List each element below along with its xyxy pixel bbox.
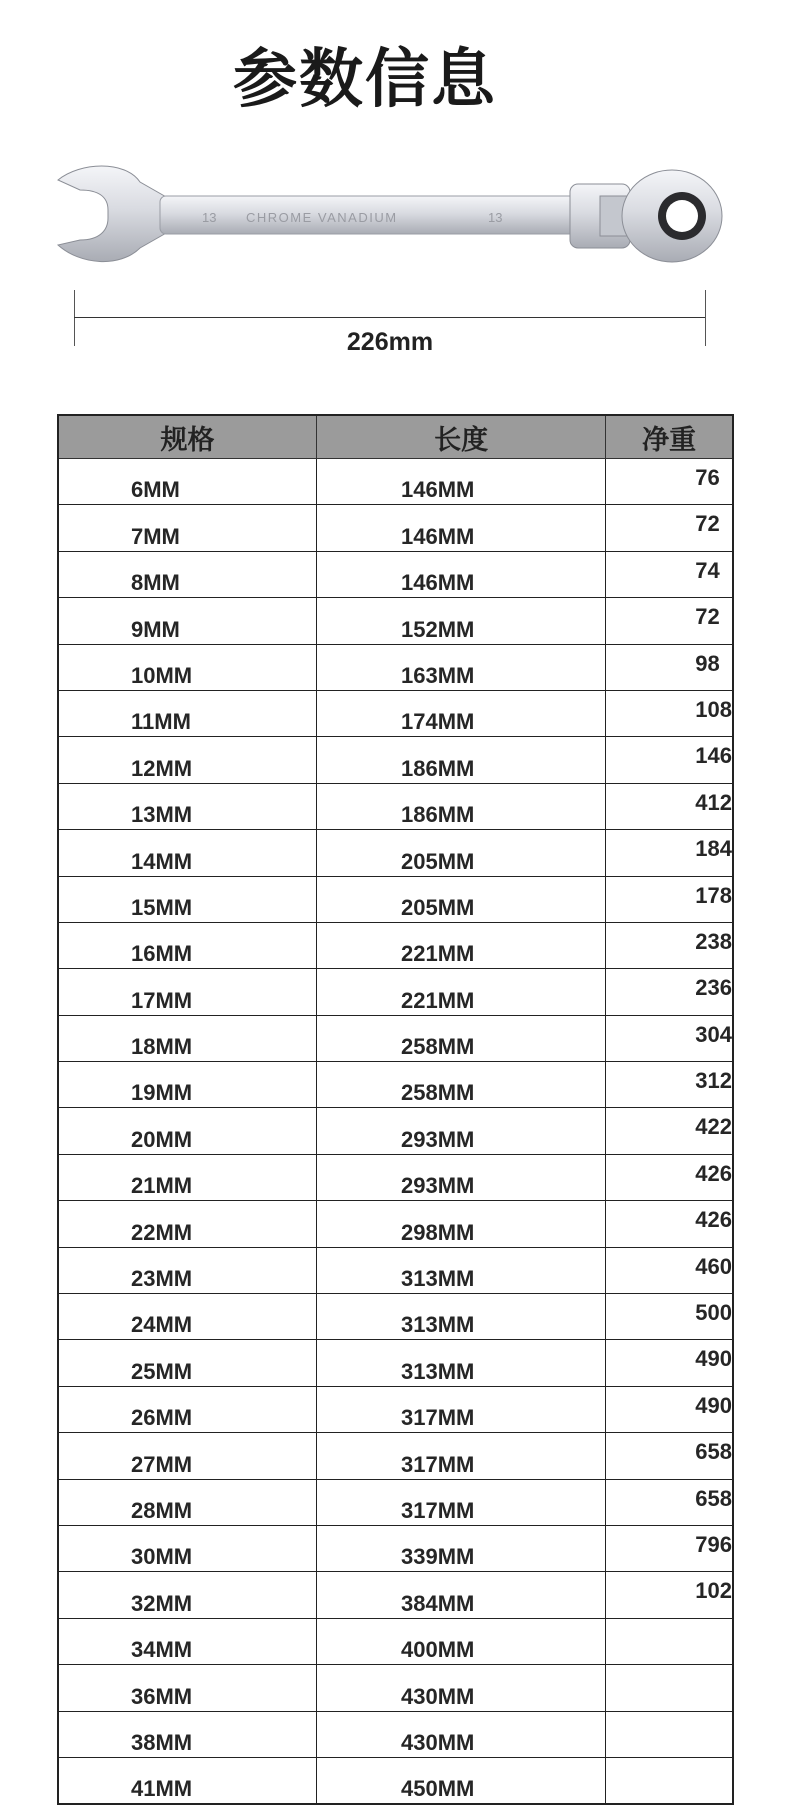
- table-header-row: [58, 415, 733, 459]
- cell-weight: 426: [606, 1201, 733, 1247]
- table-row: [58, 922, 733, 968]
- cell-weight: 312: [606, 1062, 733, 1108]
- cell-weight: 304: [606, 1015, 733, 1061]
- cell-size: 27MM: [58, 1433, 317, 1479]
- cell-weight: 76: [606, 459, 733, 505]
- table-row: [58, 1108, 733, 1154]
- cell-size: 20MM: [58, 1108, 317, 1154]
- cell-size: 28MM: [58, 1479, 317, 1525]
- table-row: [58, 505, 733, 551]
- cell-size: 41MM: [58, 1757, 317, 1804]
- cell-length: 152MM: [317, 598, 606, 644]
- cell-length: 430MM: [317, 1711, 606, 1757]
- cell-length: 146MM: [317, 459, 606, 505]
- table-row: [58, 1711, 733, 1757]
- cell-size: 14MM: [58, 830, 317, 876]
- cell-size: 11MM: [58, 690, 317, 736]
- cell-size: 25MM: [58, 1340, 317, 1386]
- cell-length: 313MM: [317, 1340, 606, 1386]
- size-marking-right: 13: [488, 210, 503, 225]
- table-row: [58, 969, 733, 1015]
- cell-size: 22MM: [58, 1201, 317, 1247]
- cell-size: 13MM: [58, 783, 317, 829]
- cell-length: 339MM: [317, 1525, 606, 1571]
- table-row: [58, 1757, 733, 1804]
- table-row: [58, 783, 733, 829]
- cell-size: 18MM: [58, 1015, 317, 1061]
- table-row: [58, 1386, 733, 1432]
- table-row: [58, 1247, 733, 1293]
- cell-size: 32MM: [58, 1572, 317, 1618]
- cell-weight: 658: [606, 1479, 733, 1525]
- cell-length: 258MM: [317, 1062, 606, 1108]
- cell-weight: 98: [606, 644, 733, 690]
- cell-length: 186MM: [317, 737, 606, 783]
- cell-length: 174MM: [317, 690, 606, 736]
- table-row: [58, 1154, 733, 1200]
- table-row: [58, 1340, 733, 1386]
- dimension-line: [74, 317, 706, 318]
- cell-weight: 490: [606, 1340, 733, 1386]
- table-row: [58, 737, 733, 783]
- cell-size: 6MM: [58, 459, 317, 505]
- table-row: [58, 459, 733, 505]
- cell-weight: 658: [606, 1433, 733, 1479]
- cell-length: 163MM: [317, 644, 606, 690]
- cell-length: 221MM: [317, 969, 606, 1015]
- header-weight: 净重: [606, 415, 733, 459]
- brand-marking: CHROME VANADIUM: [246, 210, 398, 225]
- cell-weight: 500: [606, 1294, 733, 1340]
- table-row: [58, 876, 733, 922]
- cell-weight: 74: [606, 551, 733, 597]
- cell-length: 317MM: [317, 1386, 606, 1432]
- cell-length: 317MM: [317, 1479, 606, 1525]
- cell-size: 24MM: [58, 1294, 317, 1340]
- cell-weight: 422: [606, 1108, 733, 1154]
- cell-length: 317MM: [317, 1433, 606, 1479]
- size-marking-left: 13: [202, 210, 217, 225]
- cell-size: 15MM: [58, 876, 317, 922]
- cell-weight: 72: [606, 505, 733, 551]
- cell-size: 7MM: [58, 505, 317, 551]
- cell-weight: 412: [606, 783, 733, 829]
- table-row: [58, 1062, 733, 1108]
- cell-weight: 178: [606, 876, 733, 922]
- table-row: [58, 598, 733, 644]
- cell-size: 17MM: [58, 969, 317, 1015]
- table-row: [58, 1015, 733, 1061]
- cell-weight: 184: [606, 830, 733, 876]
- table-row: [58, 830, 733, 876]
- cell-length: 313MM: [317, 1247, 606, 1293]
- cell-weight: 72: [606, 598, 733, 644]
- cell-length: 221MM: [317, 922, 606, 968]
- cell-length: 384MM: [317, 1572, 606, 1618]
- cell-length: 293MM: [317, 1154, 606, 1200]
- cell-weight: 238: [606, 922, 733, 968]
- cell-length: 293MM: [317, 1108, 606, 1154]
- wrench-product-image: [40, 160, 730, 270]
- table-row: [58, 690, 733, 736]
- table-row: [58, 1294, 733, 1340]
- cell-size: 34MM: [58, 1618, 317, 1664]
- table-row: [58, 1525, 733, 1571]
- header-length: 长度: [317, 415, 606, 459]
- length-label: 226mm: [346, 328, 434, 356]
- cell-weight: [606, 1711, 733, 1757]
- cell-size: 38MM: [58, 1711, 317, 1757]
- table-row: [58, 551, 733, 597]
- cell-weight: 426: [606, 1154, 733, 1200]
- cell-weight: 102: [606, 1572, 733, 1618]
- cell-size: 36MM: [58, 1665, 317, 1711]
- page-title: 参数信息: [233, 43, 497, 117]
- cell-weight: 490: [606, 1386, 733, 1432]
- cell-weight: 236: [606, 969, 733, 1015]
- table-row: [58, 644, 733, 690]
- cell-size: 8MM: [58, 551, 317, 597]
- cell-size: 23MM: [58, 1247, 317, 1293]
- cell-weight: [606, 1757, 733, 1804]
- table-row: [58, 1479, 733, 1525]
- cell-length: 146MM: [317, 551, 606, 597]
- cell-length: 298MM: [317, 1201, 606, 1247]
- table-row: [58, 1433, 733, 1479]
- cell-length: 430MM: [317, 1665, 606, 1711]
- cell-weight: 108: [606, 690, 733, 736]
- cell-weight: 460: [606, 1247, 733, 1293]
- table-row: [58, 1572, 733, 1618]
- cell-size: 19MM: [58, 1062, 317, 1108]
- cell-weight: [606, 1618, 733, 1664]
- cell-length: 205MM: [317, 830, 606, 876]
- cell-weight: 146: [606, 737, 733, 783]
- cell-size: 12MM: [58, 737, 317, 783]
- cell-size: 16MM: [58, 922, 317, 968]
- header-size: 规格: [58, 415, 317, 459]
- cell-weight: 796: [606, 1525, 733, 1571]
- spec-table: [57, 414, 734, 1805]
- cell-length: 313MM: [317, 1294, 606, 1340]
- cell-length: 450MM: [317, 1757, 606, 1804]
- cell-size: 9MM: [58, 598, 317, 644]
- cell-size: 21MM: [58, 1154, 317, 1200]
- cell-length: 400MM: [317, 1618, 606, 1664]
- cell-size: 30MM: [58, 1525, 317, 1571]
- cell-length: 205MM: [317, 876, 606, 922]
- cell-length: 146MM: [317, 505, 606, 551]
- cell-length: 186MM: [317, 783, 606, 829]
- cell-length: 258MM: [317, 1015, 606, 1061]
- cell-size: 10MM: [58, 644, 317, 690]
- table-row: [58, 1201, 733, 1247]
- cell-size: 26MM: [58, 1386, 317, 1432]
- table-row: [58, 1618, 733, 1664]
